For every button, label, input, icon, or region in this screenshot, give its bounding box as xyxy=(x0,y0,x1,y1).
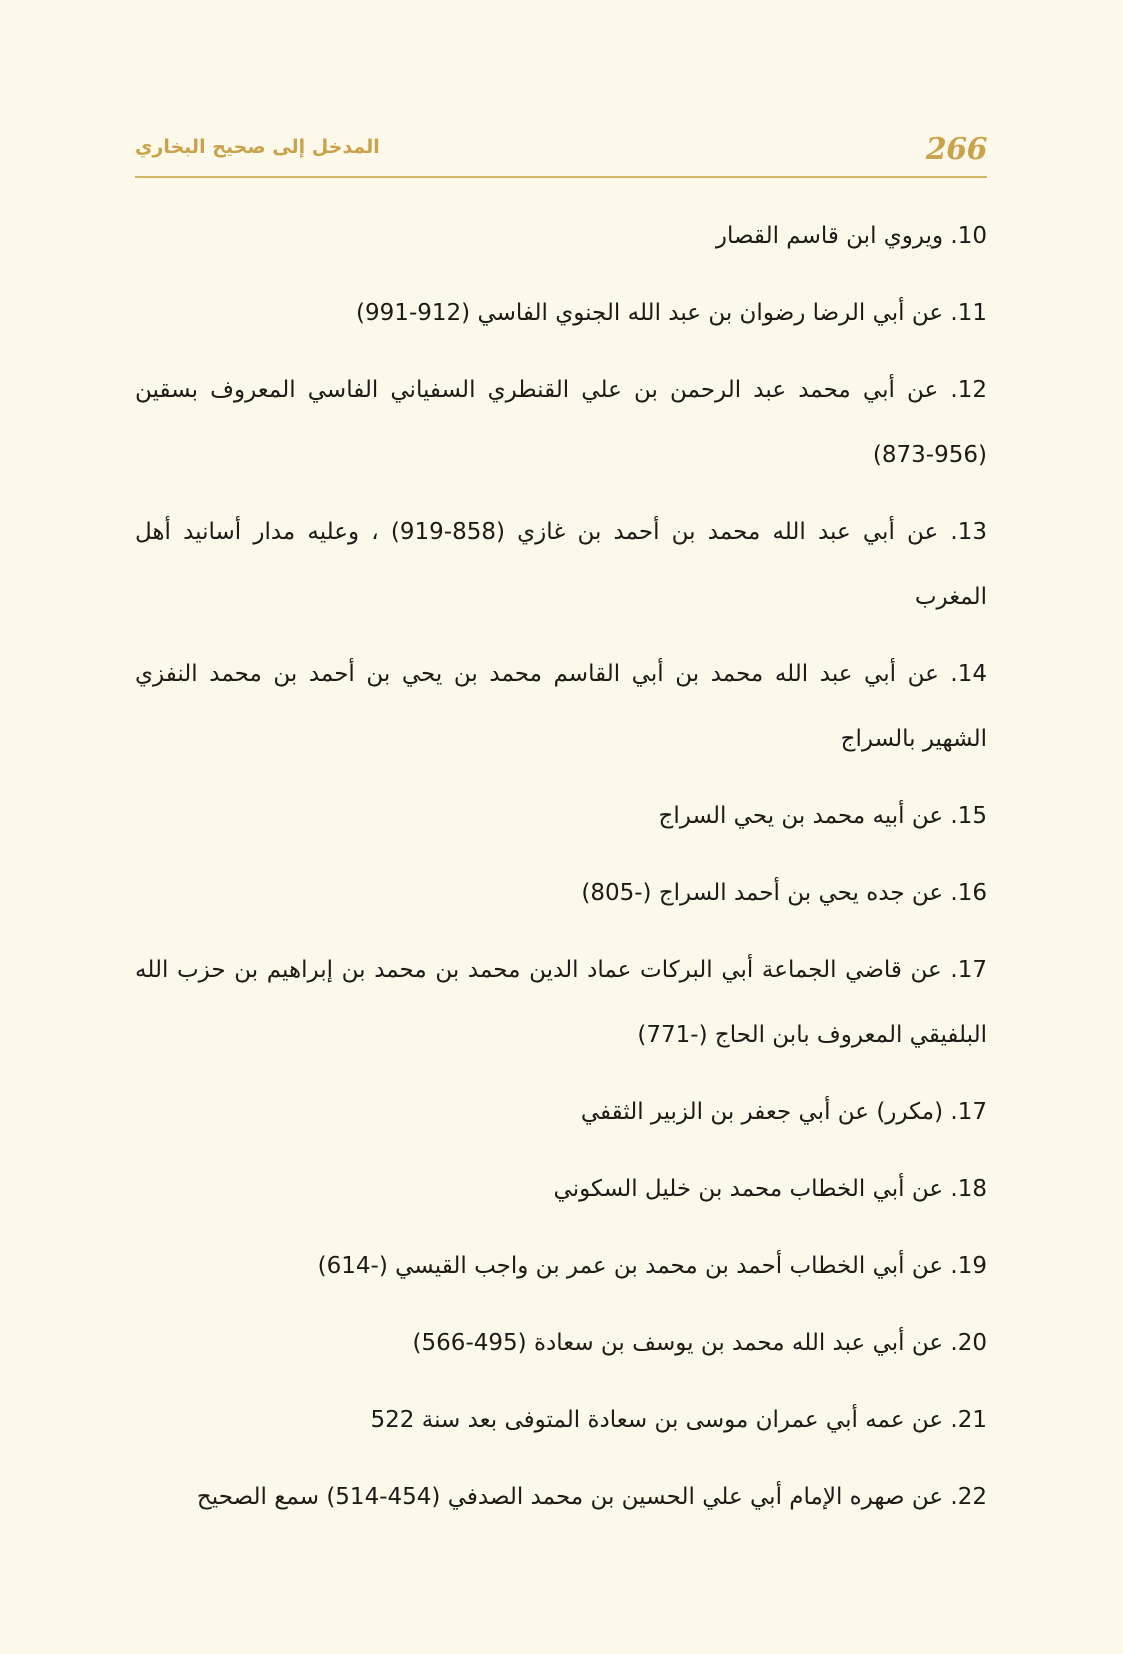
book-page xyxy=(135,120,987,1600)
page-number: 266 xyxy=(925,132,987,167)
list-item: 12. عن أبي محمد عبد الرحمن بن علي القنطري السفياني الفاسي المعروف بسقين (956-873) xyxy=(135,377,987,468)
list-item: 16. عن جده يحي بن أحمد السراج (-805) xyxy=(581,880,987,906)
list-item: 14. عن أبي عبد الله محمد بن أبي القاسم محمد بن يحي بن أحمد بن محمد النفزي الشهير بالسراج xyxy=(135,661,987,752)
list-item: 19. عن أبي الخطاب أحمد بن محمد بن عمر بن واجب القيسي (-614) xyxy=(317,1253,987,1279)
list-item: 18. عن أبي الخطاب محمد بن خليل السكوني xyxy=(553,1176,987,1202)
list-item: 22. عن صهره الإمام أبي علي الحسين بن محمد الصدفي (454-514) سمع الصحيح xyxy=(196,1484,987,1510)
list-item: 21. عن عمه أبي عمران موسى بن سعادة المتوفى بعد سنة 522 xyxy=(370,1407,987,1433)
list-item: 17. عن قاضي الجماعة أبي البركات عماد الدين محمد بن محمد بن إبراهيم بن حزب الله البلفيقي المعروف بابن الحاج (-771) xyxy=(135,957,987,1048)
running-title: المدخل إلى صحيح البخاري xyxy=(135,136,380,158)
list-item: 11. عن أبي الرضا رضوان بن عبد الله الجنوي الفاسي (912-991) xyxy=(356,300,987,326)
list-item: 15. عن أبيه محمد بن يحي السراج xyxy=(658,803,987,829)
list-item: 17. (مكرر) عن أبي جعفر بن الزبير الثقفي xyxy=(580,1099,987,1125)
chain-list xyxy=(135,204,987,1530)
list-item: 10. ويروي ابن قاسم القصار xyxy=(715,223,987,249)
list-item: 20. عن أبي عبد الله محمد بن يوسف بن سعادة (495-566) xyxy=(412,1330,987,1356)
list-item: 13. عن أبي عبد الله محمد بن أحمد بن غازي (858-919) ، وعليه مدار أسانيد أهل المغرب xyxy=(135,519,987,610)
page-header xyxy=(135,120,987,178)
